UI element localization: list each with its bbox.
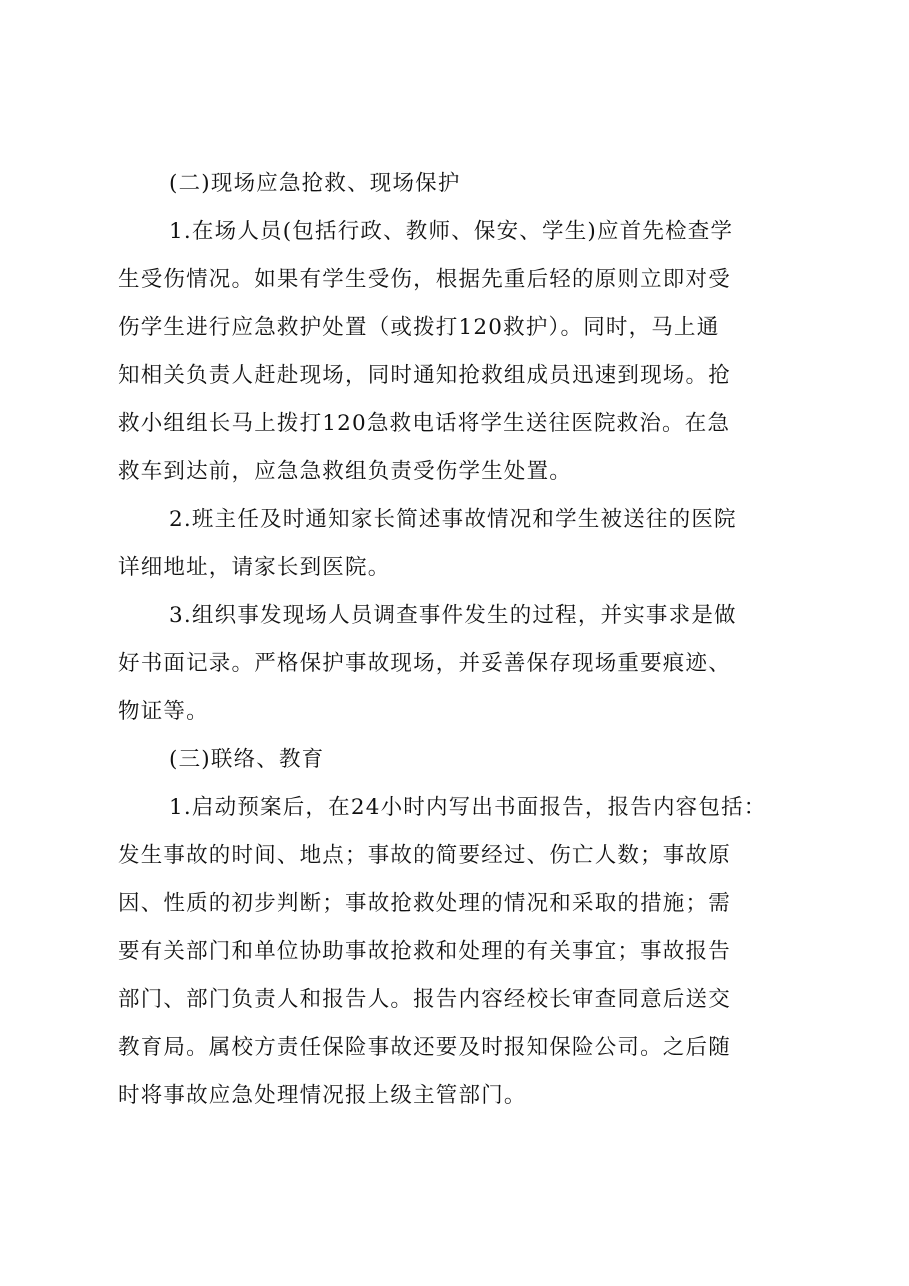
text-line: (二)现场应急抢救、现场保护 <box>169 171 461 196</box>
text-line: 发生事故的时间、地点；事故的简要经过、伤亡人数；事故原 <box>118 843 731 868</box>
section-heading-3 <box>118 736 798 784</box>
text-line: 2.班主任及时通知家长简述事故情况和学生被送往的医院 <box>169 507 737 532</box>
text-line: 3.组织事发现场人员调查事件发生的过程，并实事求是做 <box>169 603 737 628</box>
text-line: 知相关负责人赶赴现场，同时通知抢救组成员迅速到现场。抢 <box>118 363 731 388</box>
document-body <box>118 160 798 1120</box>
text-line: 救车到达前，应急急救组负责受伤学生处置。 <box>118 459 573 484</box>
text-line: 教育局。属校方责任保险事故还要及时报知保险公司。之后随 <box>118 1035 731 1060</box>
text-line: 救小组组长马上拨打120急救电话将学生送往医院救治。在急 <box>118 411 731 436</box>
text-line: (三)联络、教育 <box>169 747 325 772</box>
text-line: 物证等。 <box>118 699 209 724</box>
text-line: 时将事故应急处理情况报上级主管部门。 <box>118 1083 527 1108</box>
text-line: 好书面记录。严格保护事故现场，并妥善保存现场重要痕迹、 <box>118 651 731 676</box>
text-line: 1.启动预案后，在24小时内写出书面报告，报告内容包括： <box>169 795 767 820</box>
paragraph-2-2 <box>118 496 798 592</box>
text-line: 详细地址，请家长到医院。 <box>118 555 391 580</box>
text-line: 1.在场人员(包括行政、教师、保安、学生)应首先检查学 <box>169 219 734 244</box>
text-line: 伤学生进行应急救护处置（或拨打120救护）。同时，马上通 <box>118 315 720 340</box>
paragraph-2-1 <box>118 208 798 496</box>
paragraph-3-1 <box>118 784 798 1120</box>
text-line: 因、性质的初步判断；事故抢救处理的情况和采取的措施；需 <box>118 891 731 916</box>
section-heading-2 <box>118 160 798 208</box>
text-line: 生受伤情况。如果有学生受伤，根据先重后轻的原则立即对受 <box>118 267 731 292</box>
paragraph-2-3 <box>118 592 798 736</box>
text-line: 部门、部门负责人和报告人。报告内容经校长审查同意后送交 <box>118 987 731 1012</box>
text-line: 要有关部门和单位协助事故抢救和处理的有关事宜；事故报告 <box>118 939 731 964</box>
